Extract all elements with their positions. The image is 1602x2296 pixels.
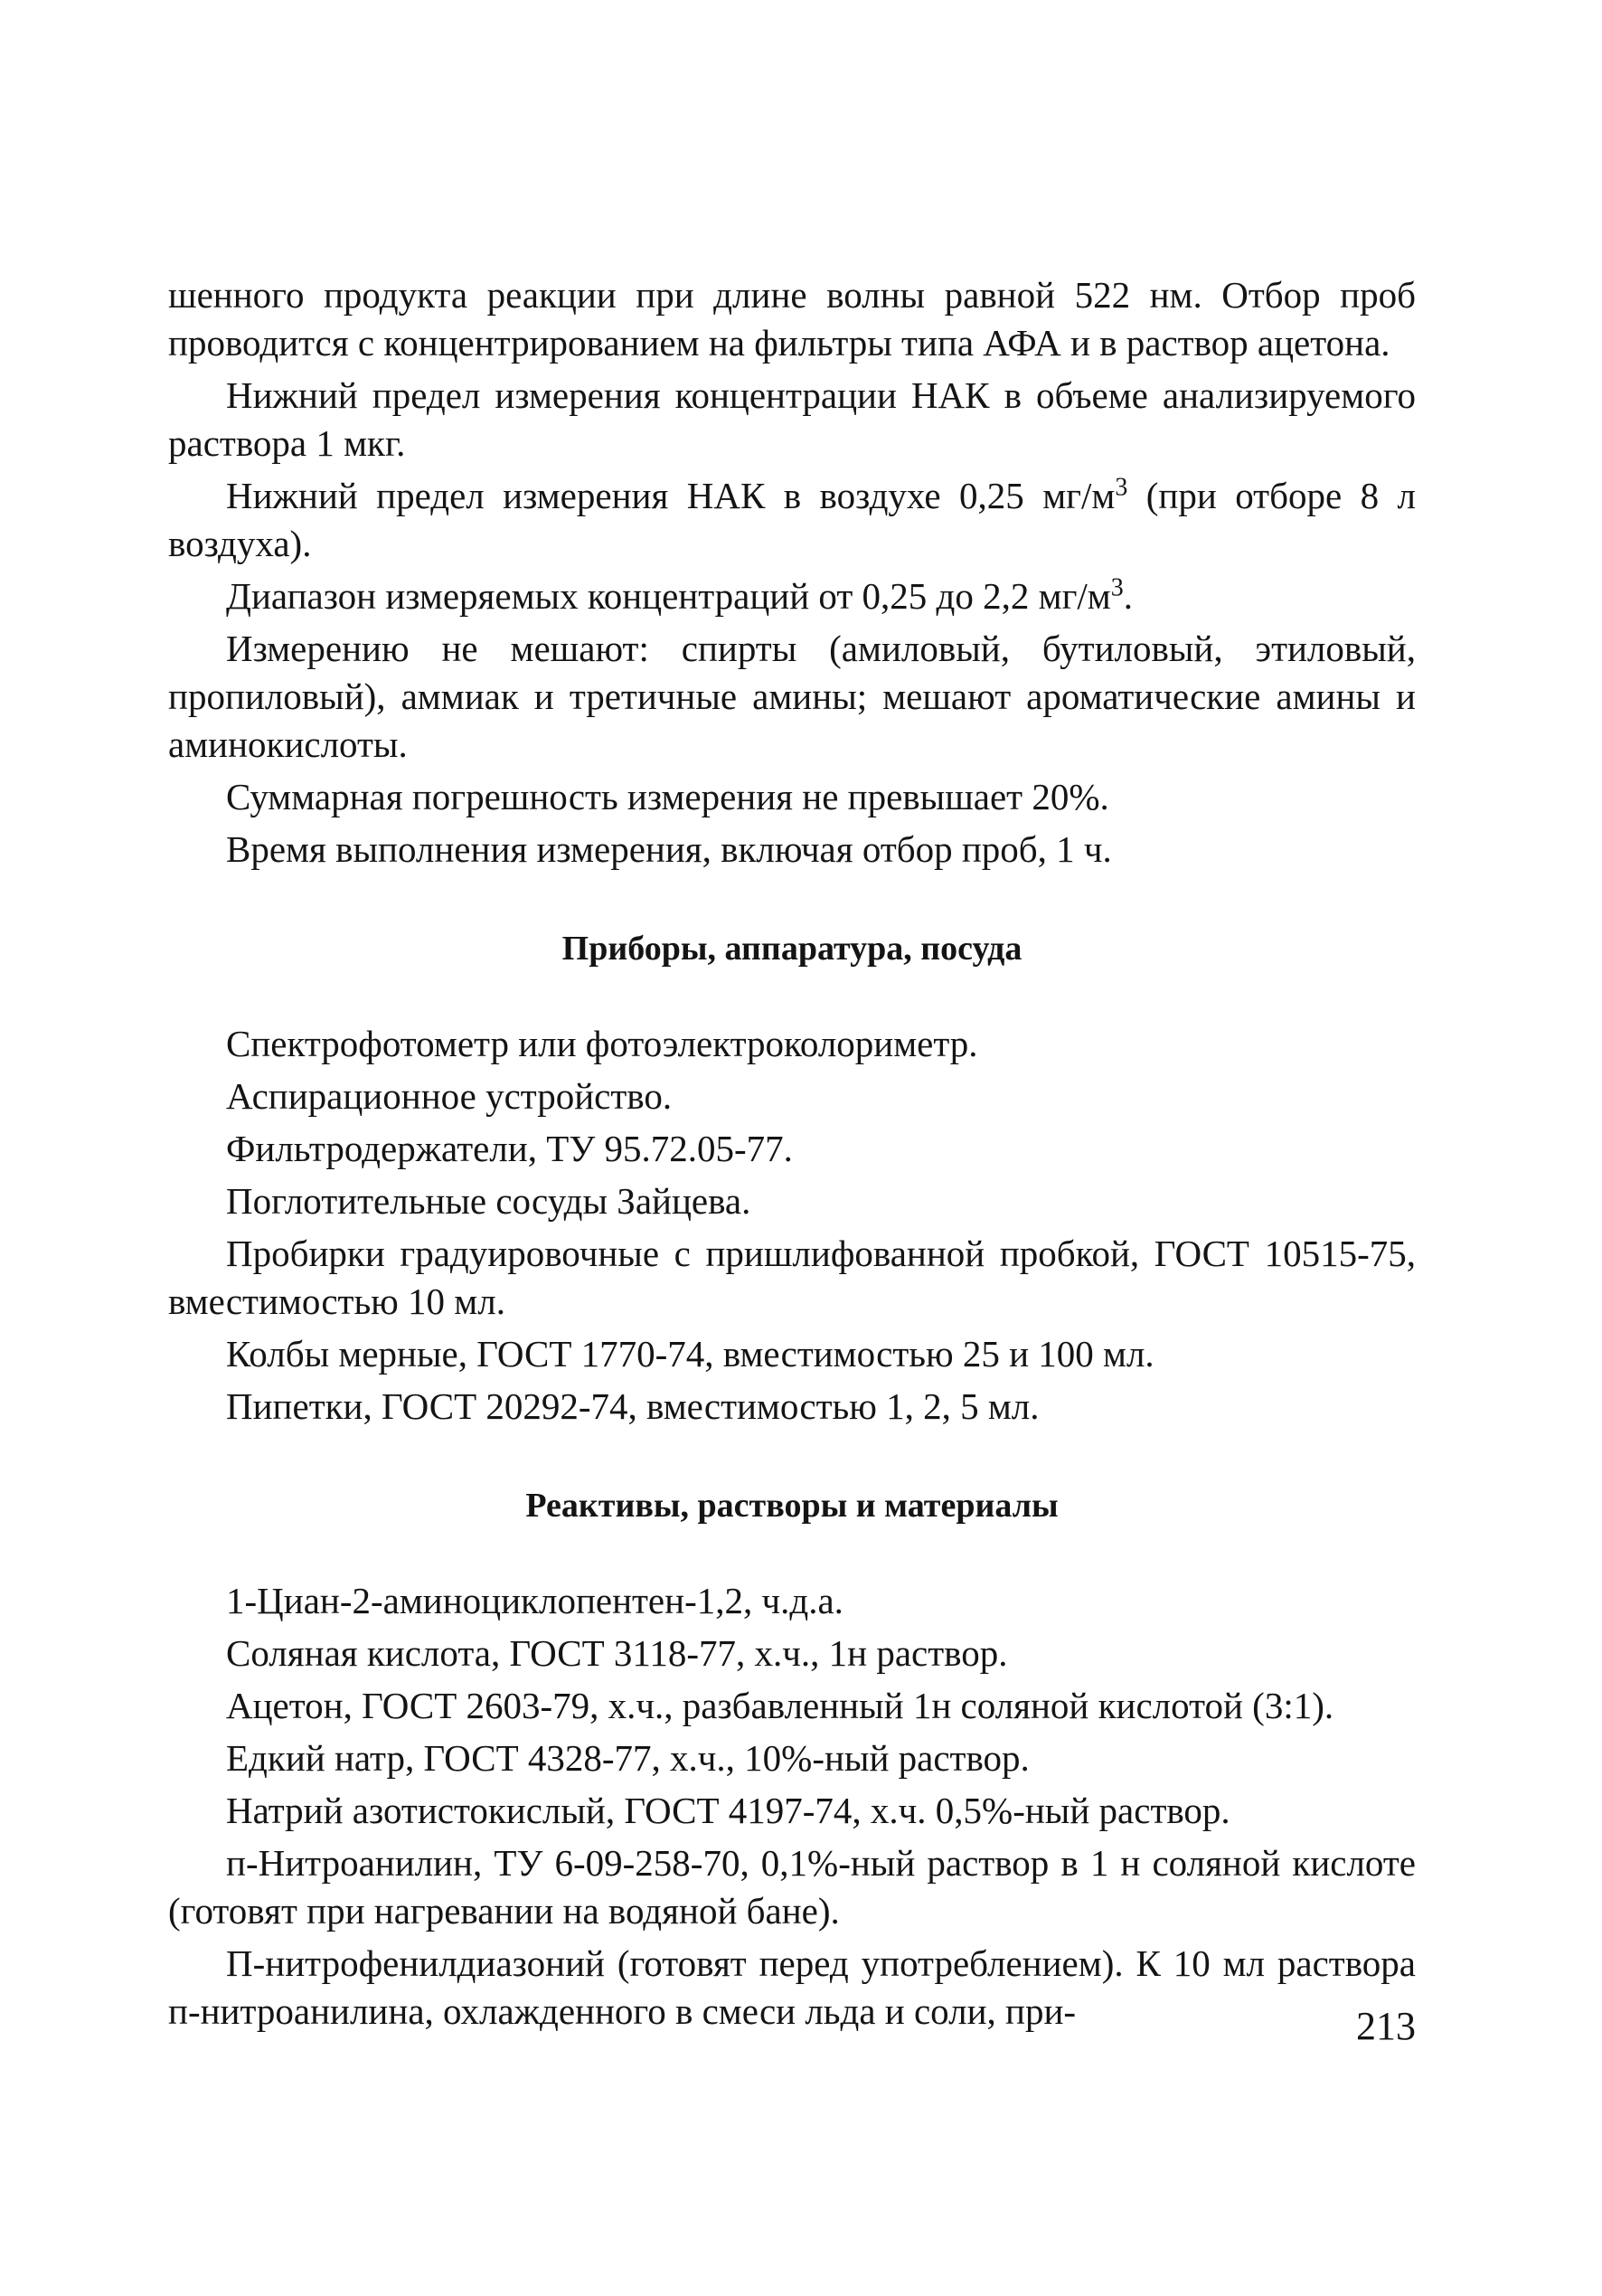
- paragraph-error: Суммарная погрешность измерения не превышает 20%.: [226, 776, 1109, 817]
- page-content: [168, 271, 1416, 2040]
- text-fragment: Нижний предел измерения НАК в воздухе 0,25 мг/м: [226, 475, 1116, 516]
- paragraph-lower-limit-air: [168, 472, 1416, 568]
- superscript: 3: [1115, 473, 1128, 502]
- paragraph-continuation: шенного продукта реакции при длине волны равной 522 нм. Отбор проб проводится с концентрированием на фильтры типа АФА и в раствор ацетона.: [168, 274, 1416, 364]
- list-item: Фильтродержатели, ТУ 95.72.05-77.: [226, 1128, 793, 1169]
- list-item: Ацетон, ГОСТ 2603-79, х.ч., разбавленный 1н соляной кислотой (3:1).: [226, 1685, 1334, 1726]
- section-heading-instruments: Приборы, аппаратура, посуда: [561, 930, 1022, 968]
- paragraph-lower-limit-solution: Нижний предел измерения концентрации НАК в объеме анализируемого раствора 1 мкг.: [168, 374, 1416, 464]
- list-item: 1-Циан-2-аминоциклопентен-1,2, ч.д.а.: [226, 1580, 843, 1621]
- section-heading-reagents: Реактивы, растворы и материалы: [525, 1487, 1059, 1525]
- page-number: 213: [1356, 2004, 1416, 2048]
- list-item: Аспирационное устройство.: [226, 1075, 673, 1117]
- text-fragment: Диапазон измеряемых концентраций от 0,25 до 2,2 мг/м: [226, 575, 1111, 617]
- list-item: П-нитрофенилдиазоний (готовят перед употреблением). К 10 мл раствора п-нитроанилина, охлажденного в смеси льда и соли, при-: [168, 1942, 1416, 2032]
- list-item: Натрий азотистокислый, ГОСТ 4197-74, х.ч. 0,5%-ный раствор.: [226, 1790, 1230, 1831]
- text-fragment: (при отборе 8 л воздуха).: [168, 475, 1416, 564]
- superscript: 3: [1110, 573, 1124, 602]
- list-item: Пробирки градуировочные с пришлифованной пробкой, ГОСТ 10515-75, вместимостью 10 мл.: [168, 1233, 1416, 1322]
- list-item: Поглотительные сосуды Зайцева.: [226, 1180, 751, 1222]
- list-item: Пипетки, ГОСТ 20292-74, вместимостью 1, 2, 5 мл.: [226, 1385, 1040, 1427]
- paragraph-duration: Время выполнения измерения, включая отбор проб, 1 ч.: [226, 828, 1112, 870]
- list-item: Колбы мерные, ГОСТ 1770-74, вместимостью 25 и 100 мл.: [226, 1333, 1154, 1375]
- list-item: п-Нитроанилин, ТУ 6-09-258-70, 0,1%-ный раствор в 1 н соляной кислоте (готовят при нагревании на водяной бане).: [168, 1842, 1416, 1932]
- paragraph-range: [168, 572, 1416, 620]
- text-fragment: .: [1123, 575, 1133, 617]
- list-item: Едкий натр, ГОСТ 4328-77, х.ч., 10%-ный раствор.: [226, 1737, 1030, 1779]
- list-item: Спектрофотометр или фотоэлектроколориметр.: [226, 1023, 978, 1064]
- paragraph-interference: Измерению не мешают: спирты (амиловый, бутиловый, этиловый, пропиловый), аммиак и третичные амины; мешают ароматические амины и аминокислоты.: [168, 628, 1416, 765]
- list-item: Соляная кислота, ГОСТ 3118-77, х.ч., 1н раствор.: [226, 1632, 1008, 1674]
